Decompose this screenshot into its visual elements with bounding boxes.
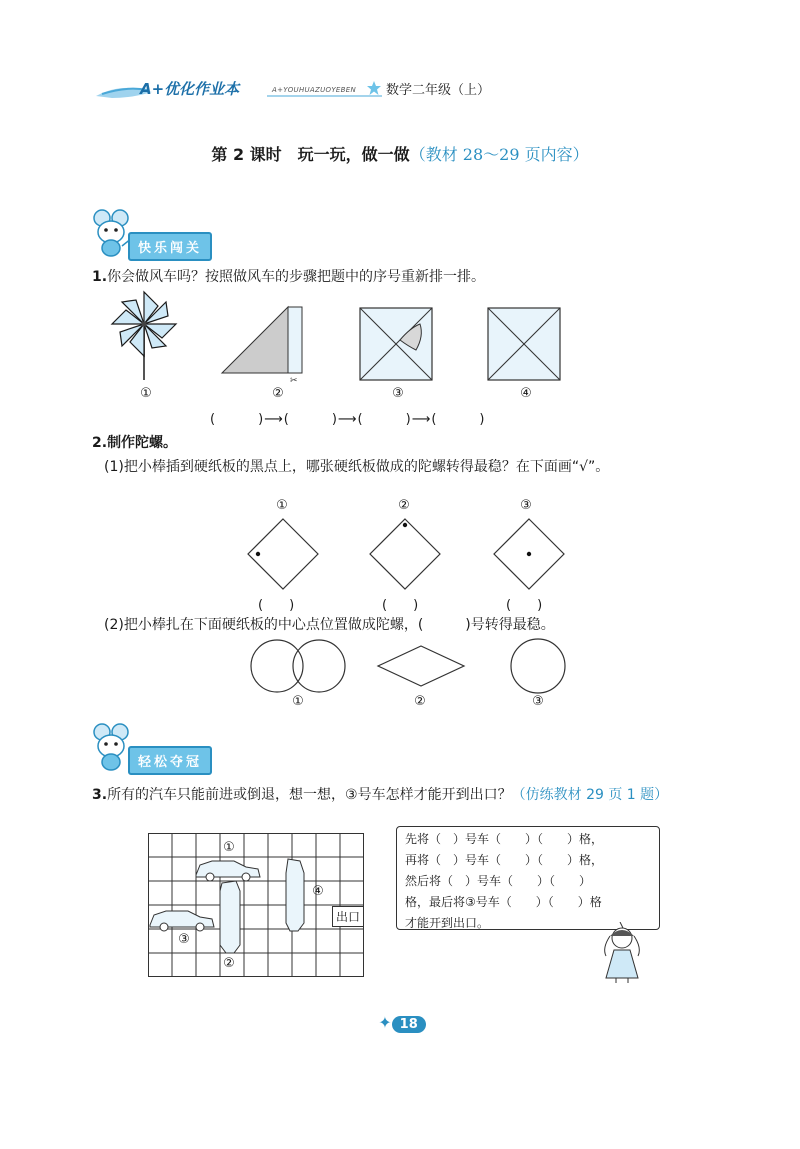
car-label-4: ④ <box>312 884 324 899</box>
car-4-icon <box>286 859 304 931</box>
q2-p1-blank-2[interactable]: ( ) <box>382 598 419 613</box>
grade-label: 数学二年级（上） <box>386 83 491 98</box>
q2-p1-label-1: ① <box>276 498 288 513</box>
diamond-card-2 <box>368 517 442 591</box>
section-badge-champion: 轻松夺冠 <box>128 746 212 775</box>
q1-label-2: ② <box>272 386 284 401</box>
folded-paper-figure <box>218 303 312 385</box>
car-label-3: ③ <box>178 932 190 947</box>
question-3: 3.所有的汽车只能前进或倒退，想一想，③号车怎样才能开到出口？（仿练教材 29 页 1 题） <box>92 787 669 803</box>
star-icon <box>366 80 382 96</box>
girl-illustration <box>596 922 648 984</box>
svg-text:✂: ✂ <box>290 376 298 385</box>
pinwheel-figure <box>108 288 180 384</box>
q2-p2-label-3: ③ <box>532 694 544 709</box>
parking-grid <box>148 833 364 977</box>
page-star-icon: ✦ <box>378 1013 392 1032</box>
q1-answer-line[interactable]: ( )⟶( )⟶( )⟶( ) <box>210 412 486 427</box>
car-3-icon <box>150 911 214 931</box>
q2-p1-label-2: ② <box>398 498 410 513</box>
car-1-icon <box>196 861 260 881</box>
textbook-reference: （教材 28～29 页内容） <box>409 145 589 164</box>
question-1: 1.你会做风车吗？按照做风车的步骤把题中的序号重新排一排。 <box>92 269 486 285</box>
rhombus-card <box>376 644 466 688</box>
page-title: 第 2 课时 玩一玩，做一做（教材 28～29 页内容） <box>211 145 589 164</box>
q3-answer-box[interactable]: 先将（ ）号车（ ）（ ）格， 再将（ ）号车（ ）（ ）格， 然后将（ ）号车（ ）（ ） 格，最后将③号车（ ）（ ）格 才能开到出口。 <box>396 826 660 930</box>
overlapping-circles-card <box>242 638 354 694</box>
car-2-icon <box>220 881 240 953</box>
car-label-2: ② <box>223 956 235 971</box>
square-diagonals-figure <box>486 306 562 382</box>
brand-logo: A+优化作业本 <box>140 80 240 98</box>
q2-part1-text: (1)把小棒插到硬纸板的黑点上，哪张硬纸板做成的陀螺转得最稳？在下面画“√”。 <box>104 459 610 475</box>
brand-subtitle: A+YOUHUAZUOYEBEN <box>272 86 357 94</box>
section-badge-quick: 快乐闯关 <box>128 232 212 261</box>
q1-label-3: ③ <box>392 386 404 401</box>
exit-label: 出口 <box>332 906 364 927</box>
folding-square-figure <box>358 306 436 382</box>
q2-p1-label-3: ③ <box>520 498 532 513</box>
q1-label-4: ④ <box>520 386 532 401</box>
page-number: ✦ 18 <box>372 1013 432 1032</box>
q2-p1-blank-3[interactable]: ( ) <box>506 598 543 613</box>
q2-p1-blank-1[interactable]: ( ) <box>258 598 295 613</box>
car-label-1: ① <box>223 840 235 855</box>
q2-part2-text: (2)把小棒扎在下面硬纸板的中心点位置做成陀螺，( )号转得最稳。 <box>104 617 555 633</box>
circle-card <box>508 636 568 696</box>
q2-p2-blank[interactable] <box>423 617 465 633</box>
q1-label-1: ① <box>140 386 152 401</box>
question-2: 2.制作陀螺。 <box>92 435 178 451</box>
q3-textbook-reference: （仿练教材 29 页 1 题） <box>511 787 669 803</box>
q2-p2-label-1: ① <box>292 694 304 709</box>
diamond-card-3 <box>492 517 566 591</box>
diamond-card-1 <box>246 517 320 591</box>
q2-p2-label-2: ② <box>414 694 426 709</box>
